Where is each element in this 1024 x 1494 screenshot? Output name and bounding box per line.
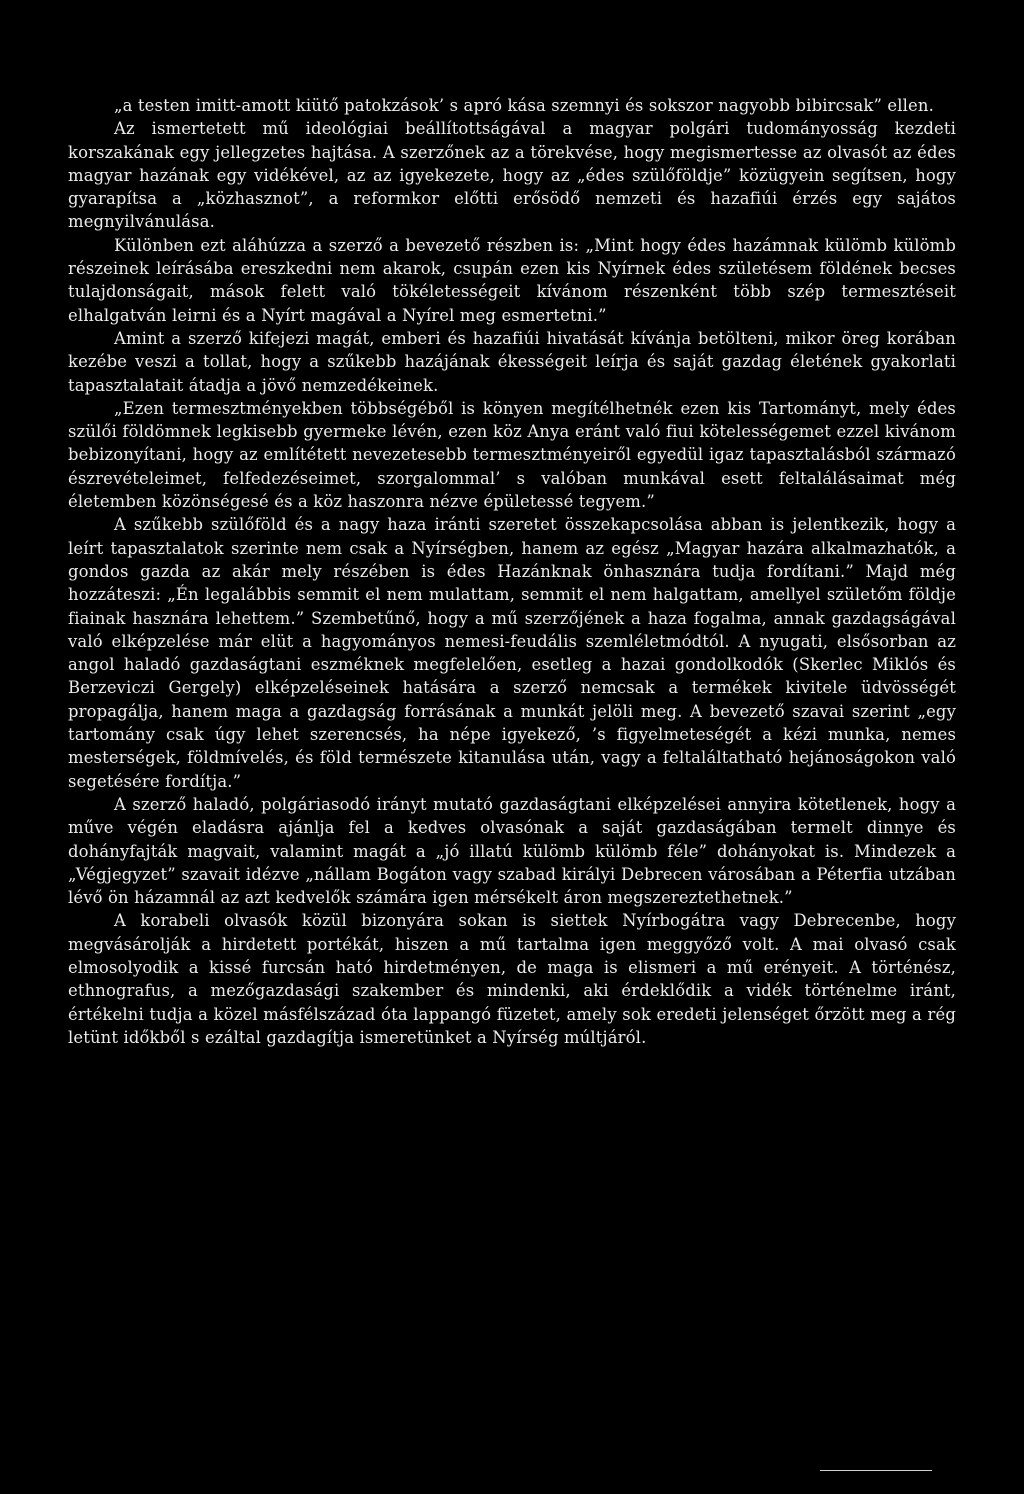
paragraph: Az ismertetett mű ideológiai beállítottságával a magyar polgári tudományosság kezdeti korszakának egy jellegzetes hajtása. A szerzőnek az a törekvése, hogy megismertesse az olvasót az édes magyar hazának egy vidékével, az az igyekezete, hogy az „édes szülőföldje” közügyein segítsen, hogy gyarapítsa a „közhasznot”, a reformkor előtti erősödő nemzeti és hazafiúi érzés egy sajátos megnyilvánulása.: [68, 119, 956, 232]
footer-rule: [820, 1470, 932, 1471]
paragraph: „a testen imitt-amott kiütő patokzások’ s apró kása szemnyi és sokszor nagyobb bibircsak” ellen.: [114, 96, 934, 115]
paragraph: „Ezen termesztményekben többségéből is könyen megítélhetnék ezen kis Tartományt, mely édes szülői földömnek legkisebb gyermeke lévén, ezen köz Anya eránt való fiui kötelességemet ezzel kivánom bebizonyítani, hogy az említétett nevezetesebb termesztményeiről egyedül igaz tapasztalásból származó észrevételeimet, felfedezéseimet, szorgalommal’ s valóban munkával esett feltalálásaimat még életemben közönségesé és a köz haszonra nézve épületessé tegyem.”: [68, 398, 956, 512]
document-page: [68, 94, 956, 1049]
paragraph: A szerző haladó, polgáriasodó irányt mutató gazdaságtani elképzelései annyira kötetlenek, hogy a műve végén eladásra ajánlja fel a kedves olvasónak a saját gazdaságában termelt dinnye és dohányfajták magvait, valamint magát a „jó illatú külömb külömb féle” dohányokat is. Mindezek a „Végjegyzet” szavait idézve „nállam Bogáton vagy szabad királyi Debrecen városában a Péterfia utzában lévő ön házamnál az azt kedvelők számára igen mérsékelt áron megszereztethetnek.”: [68, 794, 956, 908]
paragraph: Különben ezt aláhúzza a szerző a bevezető részben is: „Mint hogy édes hazámnak külömb külömb részeinek leírásába ereszkedni nem akarok, csupán ezen kis Nyírnek édes születésem földének becses tulajdonságait, mások felett való tökéletességeit kívánom részenként több szép termesztéseit elhalgatván leirni és a Nyírt magával a Nyírel meg esmertetni.”: [68, 235, 956, 325]
paragraph: Amint a szerző kifejezi magát, emberi és hazafiúi hivatását kívánja betölteni, mikor öreg korában kezébe veszi a tollat, hogy a szűkebb hazájának ékességeit leírja és saját gazdag életének gyakorlati tapasztalatait átadja a jövő nemzedékeinek.: [68, 328, 956, 395]
paragraph: A szűkebb szülőföld és a nagy haza iránti szeretet összekapcsolása abban is jelentkezik, hogy a leírt tapasztalatok szerinte nem csak a Nyírségben, hanem az egész „Magyar hazára alkalmazhatók, a gondos gazda az akár mely részében is édes Hazánknak önhasznára tudja fordítani.” Majd még hozzáteszi: „Én legalábbis semmit el nem mulattam, semmit el nem halgattam, amellyel születőm földje fiainak hasznára lehettem.” Szembetűnő, hogy a mű szerzőjének a haza fogalma, annak gazdagságával való elképzelése már elüt a hagyományos nemesi-feudális szemléletmódtól. A nyugati, elsősorban az angol haladó gazdaságtani eszméknek megfelelően, esetleg a hazai gondolkodók (Skerlec Miklós és Berzeviczi Gergely) elképzeléseinek hatására a szerző nemcsak a termékek kivitele üdvösségét propagálja, hanem maga a gazdagság forrásának a munkát jelöli meg. A bevezető szavai szerint „egy tartomány csak úgy lehet szerencsés, ha népe igyekező, ’s figyelmeteségét a kézi munka, nemes mesterségek, földmívelés, és föld természete kitanulása után, vagy a feltaláltatható hejánoságokon való segetésére fordítja.”: [68, 515, 956, 791]
paragraph: A korabeli olvasók közül bizonyára sokan is siettek Nyírbogátra vagy Debrecenbe, hogy megvásárolják a hirdetett portékát, hiszen a mű tartalma igen meggyőző volt. A mai olvasó csak elmosolyodik a kissé furcsán ható hirdetményen, de maga is elismeri a mű erényeit. A történész, ethnografus, a mezőgazdasági szakember és mindenki, aki érdeklődik a vidék történelme iránt, értékelni tudja a közel másfélszázad óta lappangó füzetet, amely sok eredeti jelenséget őrzött meg a rég letünt időkből s ezáltal gazdagítja ismeretünket a Nyírség múltjáról.: [68, 911, 956, 1047]
